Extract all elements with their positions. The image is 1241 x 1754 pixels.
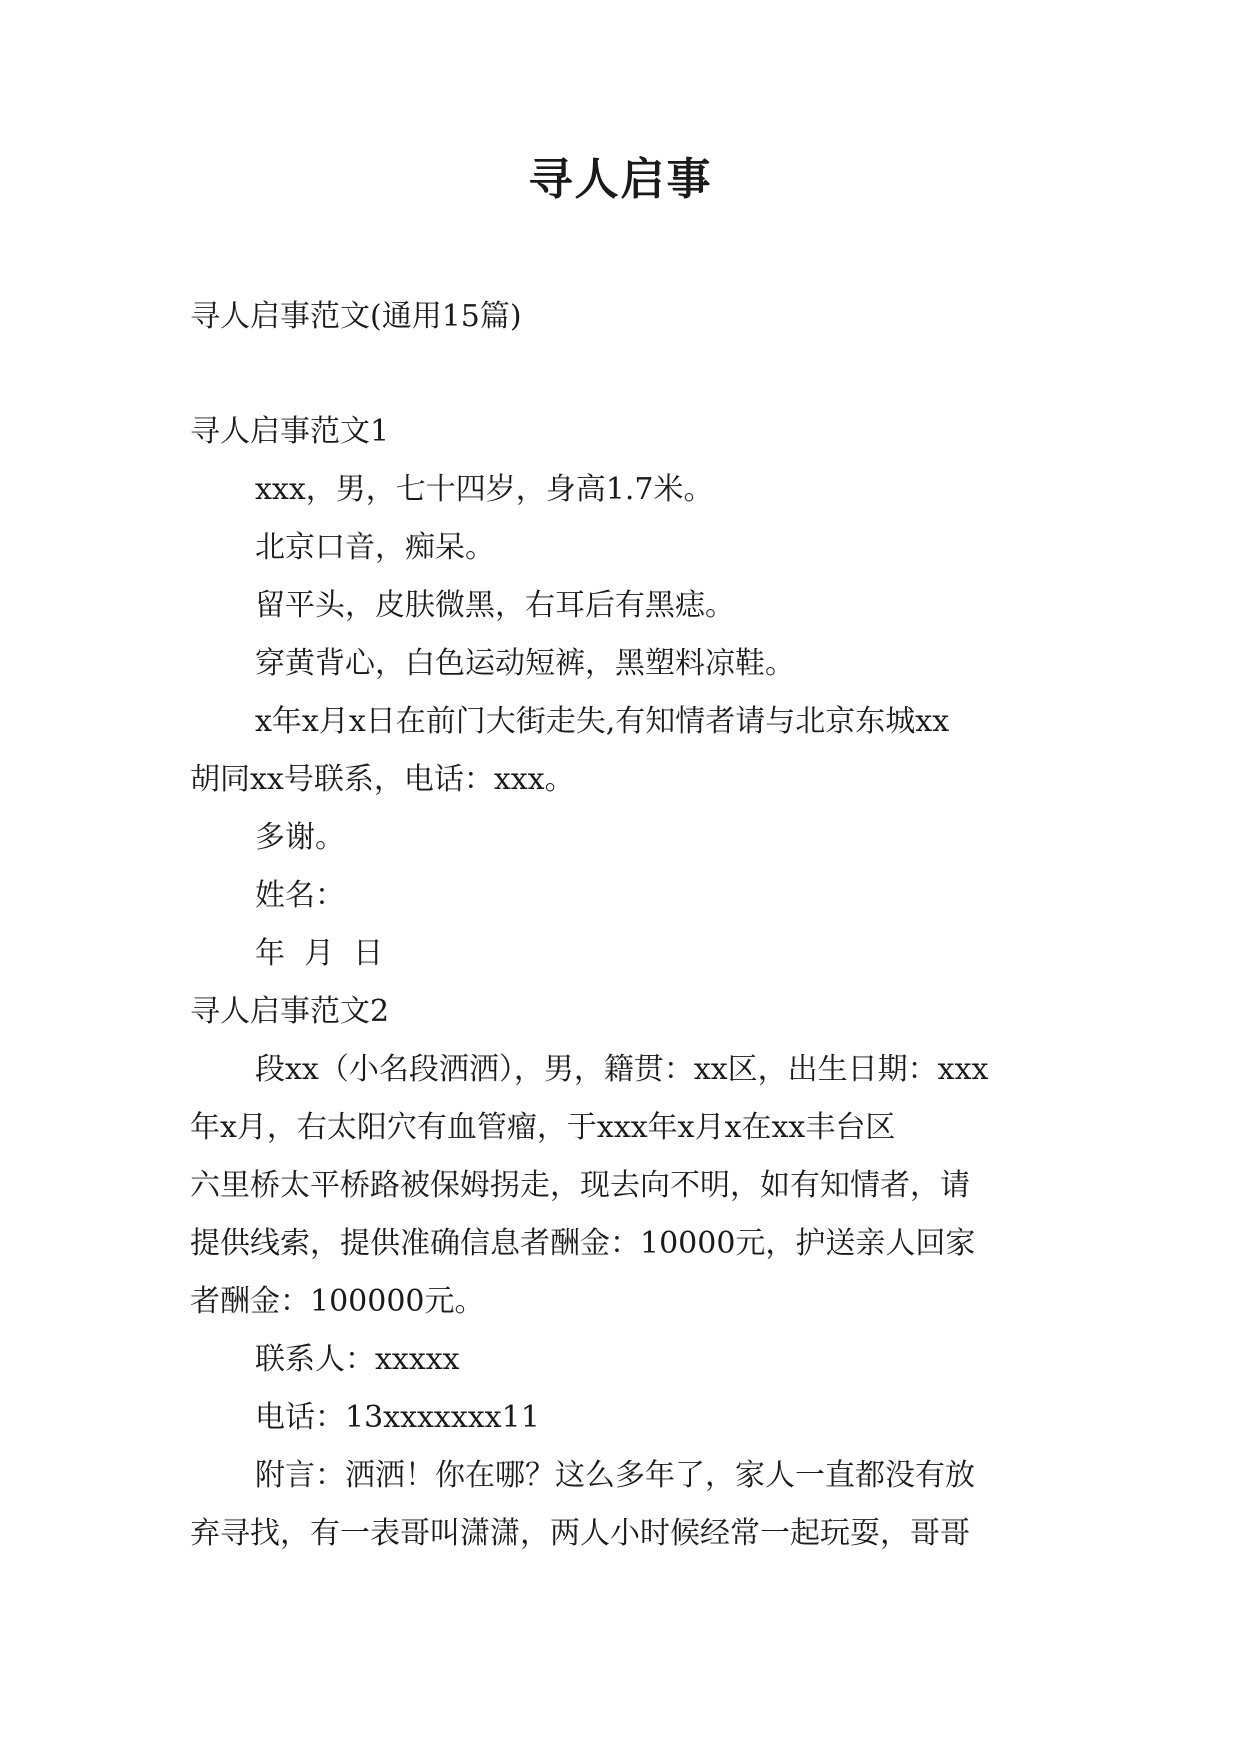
sample2-line: 弃寻找，有一表哥叫潇潇，两人小时候经常一起玩耍，哥哥 [190, 1516, 970, 1551]
sample1-line: 穿黄背心，白色运动短裤，黑塑料凉鞋。 [255, 646, 795, 681]
sample2-line: 提供线索，提供准确信息者酬金：10000元，护送亲人回家 [190, 1226, 976, 1261]
sample2-line: 段xx（小名段洒洒），男，籍贯：xx区，出生日期：xxx [255, 1052, 989, 1087]
sample1-line: 北京口音，痴呆。 [255, 530, 495, 565]
sample1-line: 胡同xx号联系，电话：xxx。 [190, 762, 575, 797]
document-subtitle: 寻人启事范文(通用15篇) [190, 299, 522, 334]
document-title: 寻人启事 [528, 154, 713, 205]
sample2-contact-line: 联系人：xxxxx [255, 1342, 460, 1377]
sample1-date-line: 年 月 日 [255, 936, 384, 971]
sample1-line: x年x月x日在前门大街走失,有知情者请与北京东城xx [255, 704, 950, 739]
sample2-line: 附言：洒洒！你在哪？这么多年了，家人一直都没有放 [255, 1458, 975, 1493]
sample2-phone-line: 电话：13xxxxxxx11 [255, 1400, 540, 1435]
sample1-line: 留平头，皮肤微黑，右耳后有黑痣。 [255, 588, 735, 623]
sample1-line: xxx，男，七十四岁，身高1.7米。 [255, 472, 714, 507]
sample1-line: 姓名： [255, 878, 345, 913]
sample2-heading: 寻人启事范文2 [190, 994, 390, 1029]
sample2-line: 六里桥太平桥路被保姆拐走，现去向不明，如有知情者，请 [190, 1168, 970, 1203]
sample1-heading: 寻人启事范文1 [190, 414, 390, 449]
sample2-line: 年x月，右太阳穴有血管瘤，于xxx年x月x在xx丰台区 [190, 1110, 896, 1145]
sample1-line: 多谢。 [255, 820, 345, 855]
sample2-line: 者酬金：100000元。 [190, 1284, 485, 1319]
